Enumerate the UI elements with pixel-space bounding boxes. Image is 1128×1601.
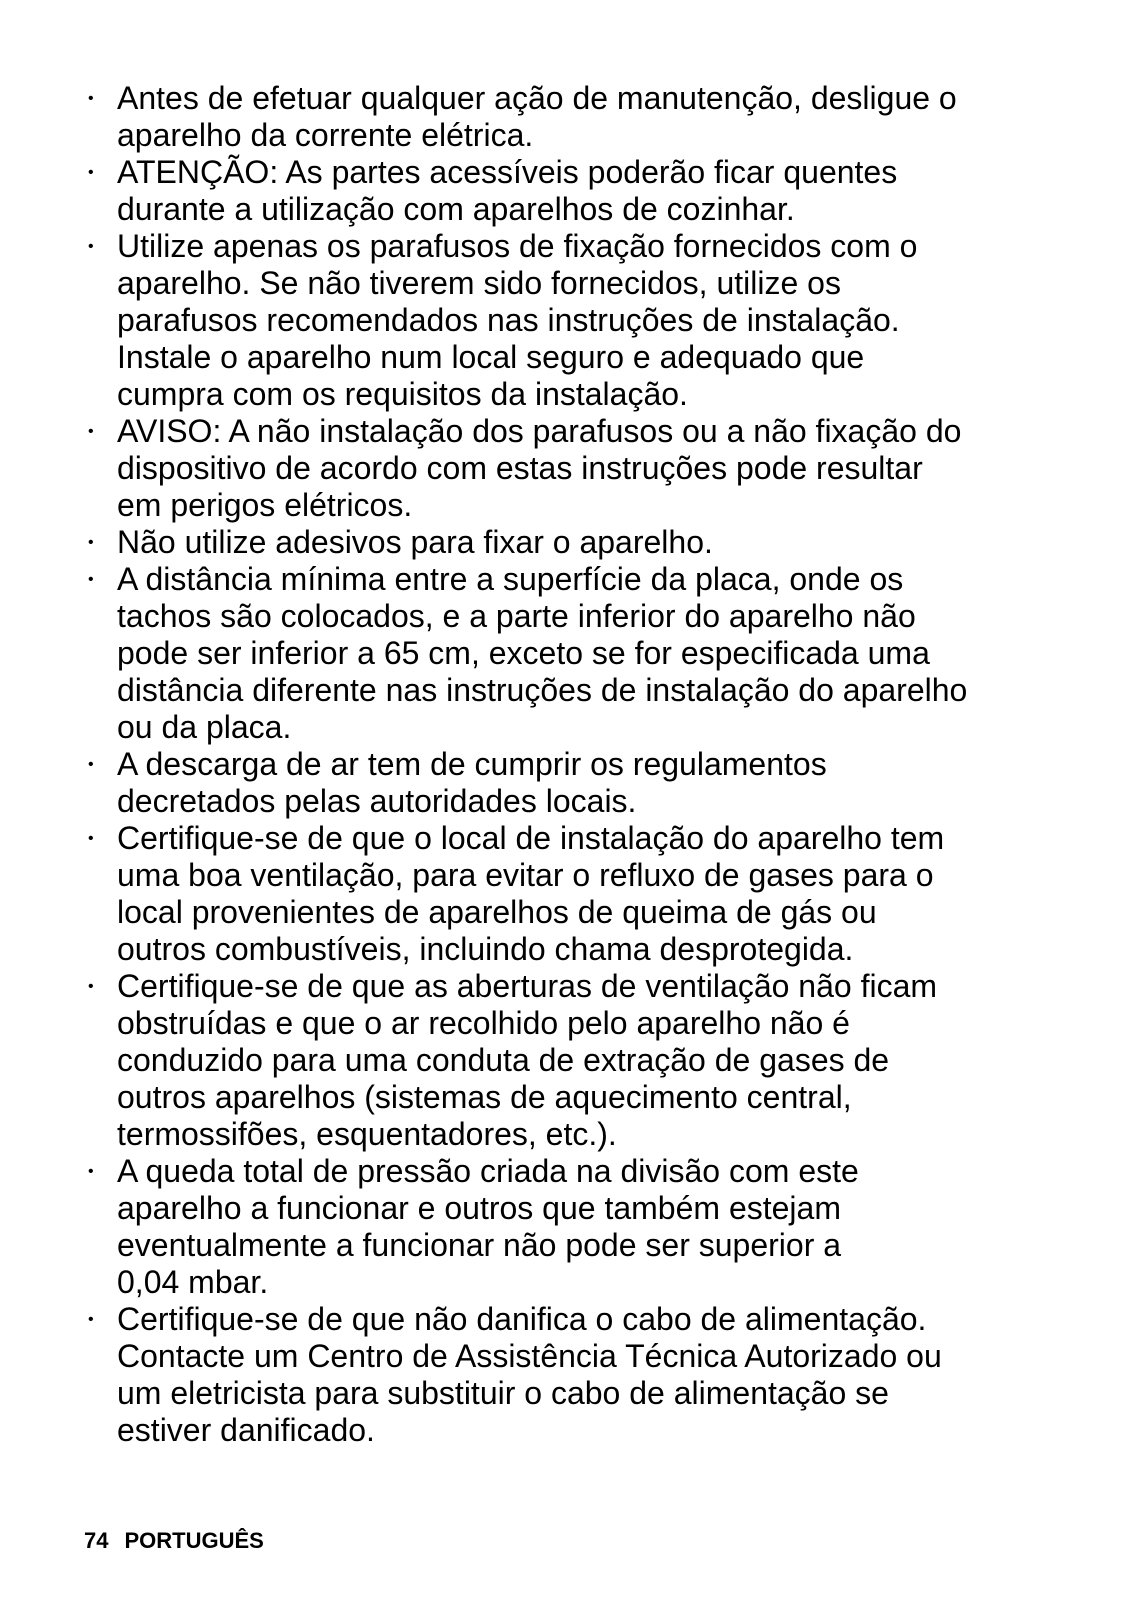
list-item: • Utilize apenas os parafusos de fixação fornecidos com o aparelho. Se não tiverem sido fornecidos, utilize os parafusos recomendados nas instruções de instalação. Instale o aparelho num local seguro e adequado que cumpra com os requisitos da instalação. [88, 228, 1068, 413]
instruction-list [88, 80, 1068, 1449]
list-item: • A distância mínima entre a superfície da placa, onde os tachos são colocados, e a parte inferior do aparelho não pode ser inferior a 65 cm, exceto se for especificada uma distância diferente nas instruções de instalação do aparelho ou da placa. [88, 561, 1068, 746]
language-label: PORTUGUÊS [124, 1528, 264, 1553]
safety-instructions [88, 80, 1068, 1449]
list-item: • Não utilize adesivos para fixar o aparelho. [88, 524, 1068, 561]
list-item: • A descarga de ar tem de cumprir os regulamentos decretados pelas autoridades locais. [88, 746, 1068, 820]
list-item: • ATENÇÃO: As partes acessíveis poderão ficar quentes durante a utilização com aparelhos de cozinhar. [88, 154, 1068, 228]
list-item: • A queda total de pressão criada na divisão com este aparelho a funcionar e outros que também estejam eventualmente a funcionar não pode ser superior a 0,04 mbar. [88, 1153, 1068, 1301]
page-number: 74 [84, 1528, 109, 1553]
page-footer [84, 1528, 264, 1554]
list-item: • AVISO: A não instalação dos parafusos ou a não fixação do dispositivo de acordo com estas instruções pode resultar em perigos elétricos. [88, 413, 1068, 524]
list-item: • Antes de efetuar qualquer ação de manutenção, desligue o aparelho da corrente elétrica. [88, 80, 1068, 154]
list-item: • Certifique-se de que não danifica o cabo de alimentação. Contacte um Centro de Assistência Técnica Autorizado ou um eletricista para substituir o cabo de alimentação se estiver danificado. [88, 1301, 1068, 1449]
list-item: • Certifique-se de que as aberturas de ventilação não ficam obstruídas e que o ar recolhido pelo aparelho não é conduzido para uma conduta de extração de gases de outros aparelhos (sistemas de aquecimento central, termossifões, esquentadores, etc.). [88, 968, 1068, 1153]
list-item: • Certifique-se de que o local de instalação do aparelho tem uma boa ventilação, para evitar o refluxo de gases para o local provenientes de aparelhos de queima de gás ou outros combustíveis, incluindo chama desprotegida. [88, 820, 1068, 968]
